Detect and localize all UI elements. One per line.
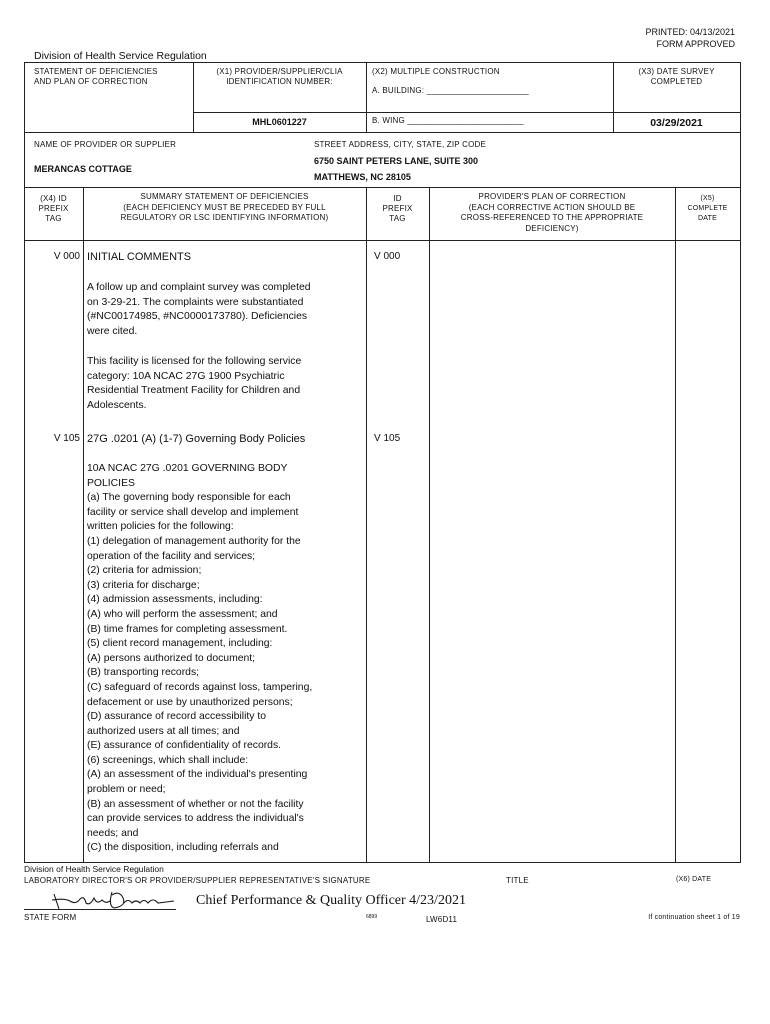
frame-body-bottom: [24, 862, 741, 863]
entry-title: 27G .0201 (A) (1-7) Governing Body Policies: [87, 433, 306, 445]
footer-state-form: STATE FORM: [24, 913, 77, 922]
footer-date-label: (X6) DATE: [676, 876, 712, 883]
signature-line: [24, 909, 176, 910]
x3-label: (X3) DATE SURVEY COMPLETED: [638, 67, 715, 86]
x2-label: (X2) MULTIPLE CONSTRUCTION: [372, 67, 500, 76]
provider-label: NAME OF PROVIDER OR SUPPLIER: [34, 140, 177, 149]
x1-value: MHL0601227: [252, 117, 307, 127]
handwritten-title-date: Chief Performance & Quality Officer 4/23/2021: [196, 893, 466, 908]
entry-title: INITIAL COMMENTS: [87, 251, 192, 263]
x2-split-line: [366, 112, 613, 113]
footer-title-label: TITLE: [506, 876, 529, 885]
frame-top: [24, 62, 741, 63]
col-x4-header: (X4) ID PREFIX TAG: [38, 194, 69, 223]
divider-col-id: [429, 187, 430, 862]
divider-x2: [366, 62, 367, 132]
building-label: A. BUILDING: ______________________: [372, 86, 529, 95]
signature-image: [50, 888, 176, 916]
address-label: STREET ADDRESS, CITY, STATE, ZIP CODE: [314, 140, 487, 149]
footer-division: Division of Health Service Regulation: [24, 864, 164, 874]
address-line1: 6750 SAINT PETERS LANE, SUITE 300: [314, 156, 479, 166]
wing-label: B. WING _________________________: [372, 116, 524, 125]
x3-value: 03/29/2021: [650, 117, 703, 129]
header-form-approved: FORM APPROVED: [656, 39, 735, 49]
tag-prefix: V 000: [53, 251, 80, 262]
footer-lab-label: LABORATORY DIRECTOR'S OR PROVIDER/SUPPLIER REPRESENTATIVE'S SIGNATURE: [24, 876, 371, 885]
entry-paragraph: This facility is licensed for the following service category: 10A NCAC 27G 1900 Psychiatric Residential Treatment Facility for Children and Adolescents.: [87, 356, 302, 411]
divider-col-plan: [675, 187, 676, 862]
id-prefix: V 000: [374, 251, 401, 262]
statement-label: STATEMENT OF DEFICIENCIES AND PLAN OF CORRECTION: [34, 67, 158, 86]
tag-prefix: V 105: [53, 433, 80, 444]
col-plan-header: PROVIDER'S PLAN OF CORRECTION (EACH CORRECTIVE ACTION SHOULD BE CROSS-REFERENCED TO THE APPROPRIATE DEFICIENCY): [460, 192, 644, 233]
frame-row1-bottom: [24, 132, 741, 133]
frame-header-bottom: [24, 240, 741, 241]
frame-right: [740, 62, 741, 862]
x3-value-line: [613, 112, 740, 113]
divider-col-summary: [366, 187, 367, 862]
footer-code: LW6D11: [426, 915, 458, 924]
entry-paragraph: A follow up and complaint survey was completed on 3-29-21. The complaints were substantiated (#NC00174985, #NC0000173780). Deficiencies were cited.: [87, 282, 311, 337]
footer-form-no: 6899: [366, 914, 378, 920]
header-division: Division of Health Service Regulation: [34, 50, 207, 62]
header-printed: PRINTED: 04/13/2021: [645, 27, 735, 37]
frame-row2-bottom: [24, 187, 741, 188]
col-summary-header: SUMMARY STATEMENT OF DEFICIENCIES (EACH DEFICIENCY MUST BE PRECEDED BY FULL REGULATORY OR LSC IDENTIFYING INFORMATION): [120, 192, 329, 222]
entry-paragraph: 10A NCAC 27G .0201 GOVERNING BODY POLICIES (a) The governing body responsible for each facility or service shall develop and implement written policies for the following: (1) delegation of management authority for the operation of the facility and services; (2) criteria for admission; (3) criteria for discharge; (4) admission assessments, including: (A) who will perform the assessment; and (B) time frames for completing assessment. (5) client record management, including: (A) persons authorized to document; (B) transporting records; (C) safeguard of records against loss, tampering, defacement or use by unauthorized persons; (D) assurance of record accessibility to authorized users at all times; and (E) assurance of confidentiality of records. (6) screenings, which shall include: (A) an assessment of the individual's presenting problem or need; (B) an assessment of whether or not the facility can provide services to address the individual's needs; and (C) the disposition, including referrals and: [87, 463, 313, 854]
col-x5-header: (X5) COMPLETE DATE: [687, 195, 728, 222]
footer-continuation: If continuation sheet 1 of 19: [648, 914, 740, 921]
col-id-header: ID PREFIX TAG: [382, 194, 413, 223]
address-line2: MATTHEWS, NC 28105: [314, 172, 411, 182]
provider-value: MERANCAS COTTAGE: [34, 164, 132, 174]
x1-label: (X1) PROVIDER/SUPPLIER/CLIA IDENTIFICATION NUMBER:: [216, 67, 343, 86]
divider-col-x4: [83, 187, 84, 862]
frame-left: [24, 62, 25, 862]
x1-value-line: [193, 112, 366, 113]
id-prefix: V 105: [374, 433, 401, 444]
